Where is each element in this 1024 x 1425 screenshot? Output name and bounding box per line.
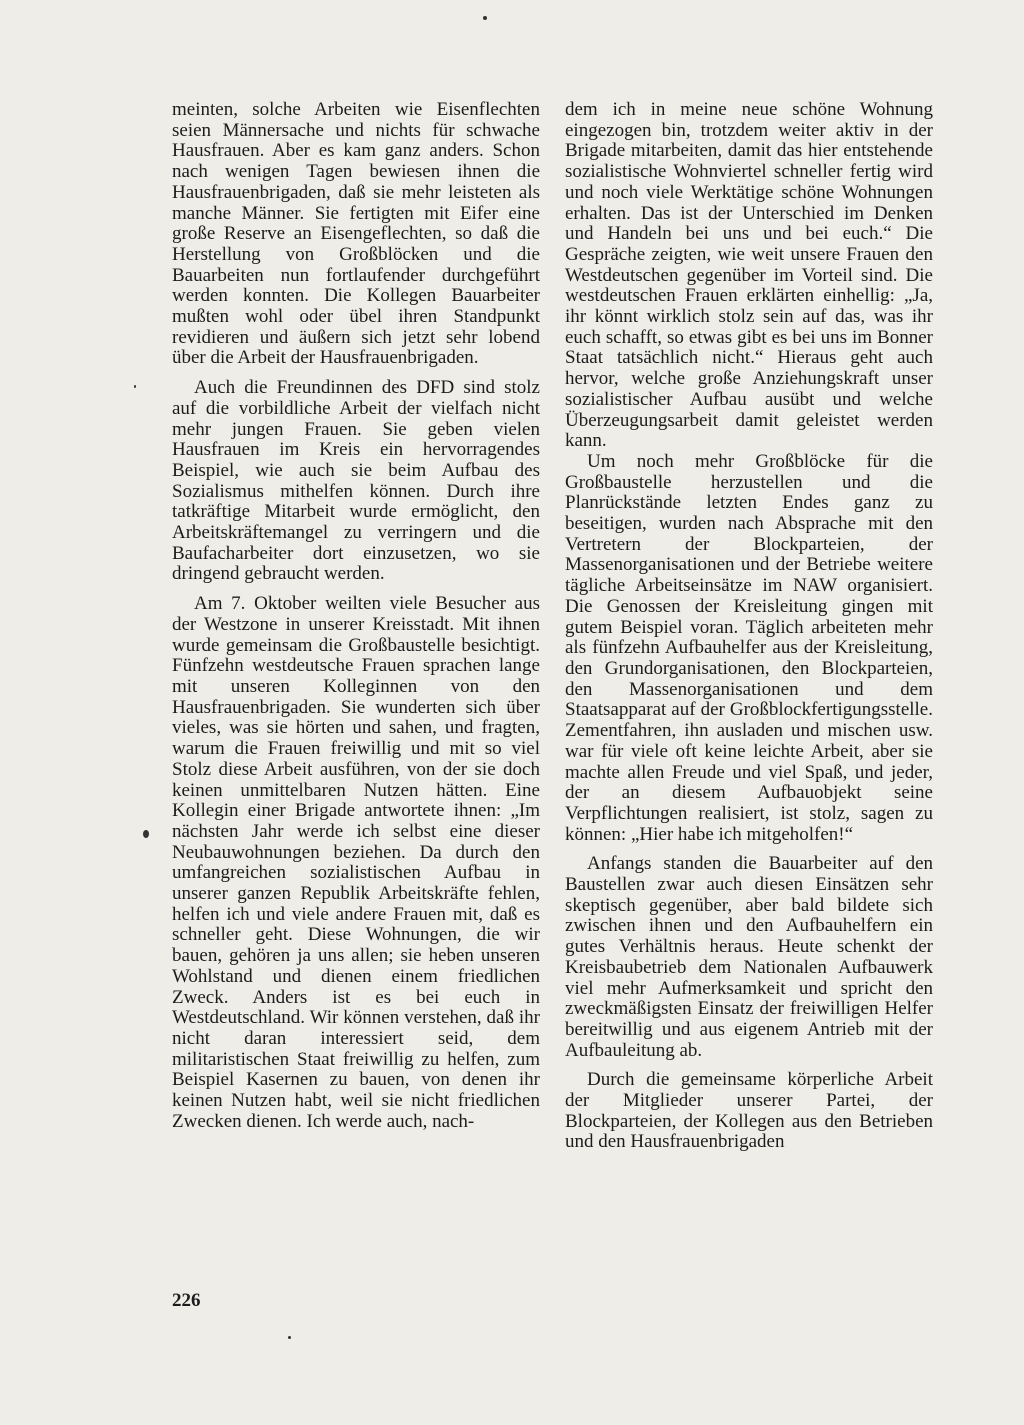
paragraph: Am 7. Oktober weilten viele Besucher aus der Westzone in unserer Kreisstadt. Mit ihnen wurde gemeinsam die Großbaustelle besichtigt. Fünfzehn westdeutsche Frauen sprachen lange mit unseren Kolleginnen von den Hausfrauenbrigaden. Sie wunderten sich über vieles, was sie hörten und sahen, und fragten, warum die Frauen freiwillig und mit so viel Stolz diese Arbeit ausführen, von der sie doch keinen unmittelbaren Nutzen hätten. Eine Kollegin einer Brigade antwortete ihnen: „Im nächsten Jahr werde ich selbst eine dieser Neubauwohnungen beziehen. Da durch den umfangreichen sozialistischen Aufbau in unserer ganzen Republik Arbeitskräfte fehlen, helfen ich und viele andere Frauen mit, daß es schneller geht. Diese Wohnungen, die wir bauen, gehören ja uns allen; sie heben unseren Wohlstand und dienen einem friedlichen Zweck. Anders ist es bei euch in Westdeutschland. Wir können verstehen, daß ihr nicht daran interessiert seid, dem militaristischen Staat freiwillig zu helfen, zum Beispiel Kasernen zu bauen, von denen ihr keinen Nutzen habt, weil sie nicht friedlichen Zwecken dienen. Ich werde auch, nach- <box>172 593 540 1132</box>
right-text-column <box>565 100 933 1153</box>
paragraph: dem ich in meine neue schöne Wohnung eingezogen bin, trotzdem weiter aktiv in der Brigade mitarbeiten, damit das hier entstehende sozialistische Wohnviertel schneller fertig wird und noch viele Werktätige schöne Wohnungen erhalten. Das ist der Unterschied im Denken und Handeln bei uns und bei euch.“ Die Gespräche zeigten, wie weit unsere Frauen den Westdeutschen gegenüber im Vorteil sind. Die westdeutschen Frauen erklärten einhellig: „Ja, ihr könnt wirklich stolz sein auf das, was ihr euch schafft, so etwas gibt es bei uns im Bonner Staat tatsächlich nicht.“ Hieraus geht auch hervor, welche große Anziehungskraft unser sozialistischer Aufbau ausübt und welche Überzeugungsarbeit damit geleistet werden kann. <box>565 99 933 452</box>
left-text-column <box>172 100 540 1132</box>
paragraph: meinten, solche Arbeiten wie Eisenflechten seien Männersache und nichts für schwache Hausfrauen. Aber es kam ganz anders. Schon nach wenigen Tagen bewiesen ihnen die Hausfrauenbrigaden, daß sie mehr leisteten als manche Männer. Sie fertigten mit Eifer eine große Reserve an Eisengeflechten, so daß die Herstellung von Großblöcken und die Bauarbeiten nun fortlaufender durchgeführt werden konnten. Die Kollegen Bauarbeiter mußten wohl oder übel ihren Standpunkt revidieren und äußern sich jetzt sehr lobend über die Arbeit der Hausfrauenbrigaden. <box>172 99 540 369</box>
page-number: 226 <box>172 1290 201 1311</box>
paragraph: Auch die Freundinnen des DFD sind stolz auf die vorbildliche Arbeit der vielfach nicht mehr jungen Frauen. Sie geben vielen Hausfrauen im Kreis ein hervorragendes Beispiel, wie auch sie beim Aufbau des Sozialismus mithelfen können. Durch ihre tatkräftige Mitarbeit wurde ermöglicht, den Arbeitskräftemangel zu verringern und die Baufacharbeiter dort einzusetzen, wo sie dringend gebraucht werden. <box>172 377 540 585</box>
ink-speck <box>134 385 136 388</box>
ink-speck <box>143 830 149 838</box>
paragraph: Durch die gemeinsame körperliche Arbeit der Mitglieder unserer Partei, der Blockparteien, der Kollegen aus den Betrieben und den Hausfrauenbrigaden <box>565 1069 933 1153</box>
paragraph: Anfangs standen die Bauarbeiter auf den Baustellen zwar auch diesen Einsätzen sehr skeptisch gegenüber, aber bald bildete sich zwischen ihnen und den Aufbauhelfern ein gutes Verhältnis heraus. Heute schenkt der Kreisbaubetrieb dem Nationalen Aufbauwerk viel mehr Aufmerksamkeit und spricht den zweckmäßigsten Einsatz der freiwilligen Helfer bereitwillig und aus eigenem Antrieb mit der Aufbauleitung ab. <box>565 853 933 1061</box>
ink-speck <box>483 16 487 20</box>
ink-speck <box>288 1336 291 1339</box>
paragraph: Um noch mehr Großblöcke für die Großbaustelle herzustellen und die Planrückstände letzten Endes ganz zu beseitigen, wurden nach Absprache mit den Vertretern der Blockparteien, der Massenorganisationen und der Betriebe weitere tägliche Arbeitseinsätze im NAW organisiert. Die Genossen der Kreisleitung gingen mit gutem Beispiel voran. Täglich arbeiteten mehr als fünfzehn Aufbauhelfer aus der Kreisleitung, den Grundorganisationen, den Blockparteien, den Massenorganisationen und dem Staatsapparat auf der Großblockfertigungsstelle. Zementfahren, ihn ausladen und mischen usw. war für viele oft keine leichte Arbeit, aber sie machte allen Freude und viel Spaß, und jeder, der an diesem Aufbauobjekt seine Verpflichtungen realisiert, ist stolz, sagen zu können: „Hier habe ich mitgeholfen!“ <box>565 450 933 845</box>
